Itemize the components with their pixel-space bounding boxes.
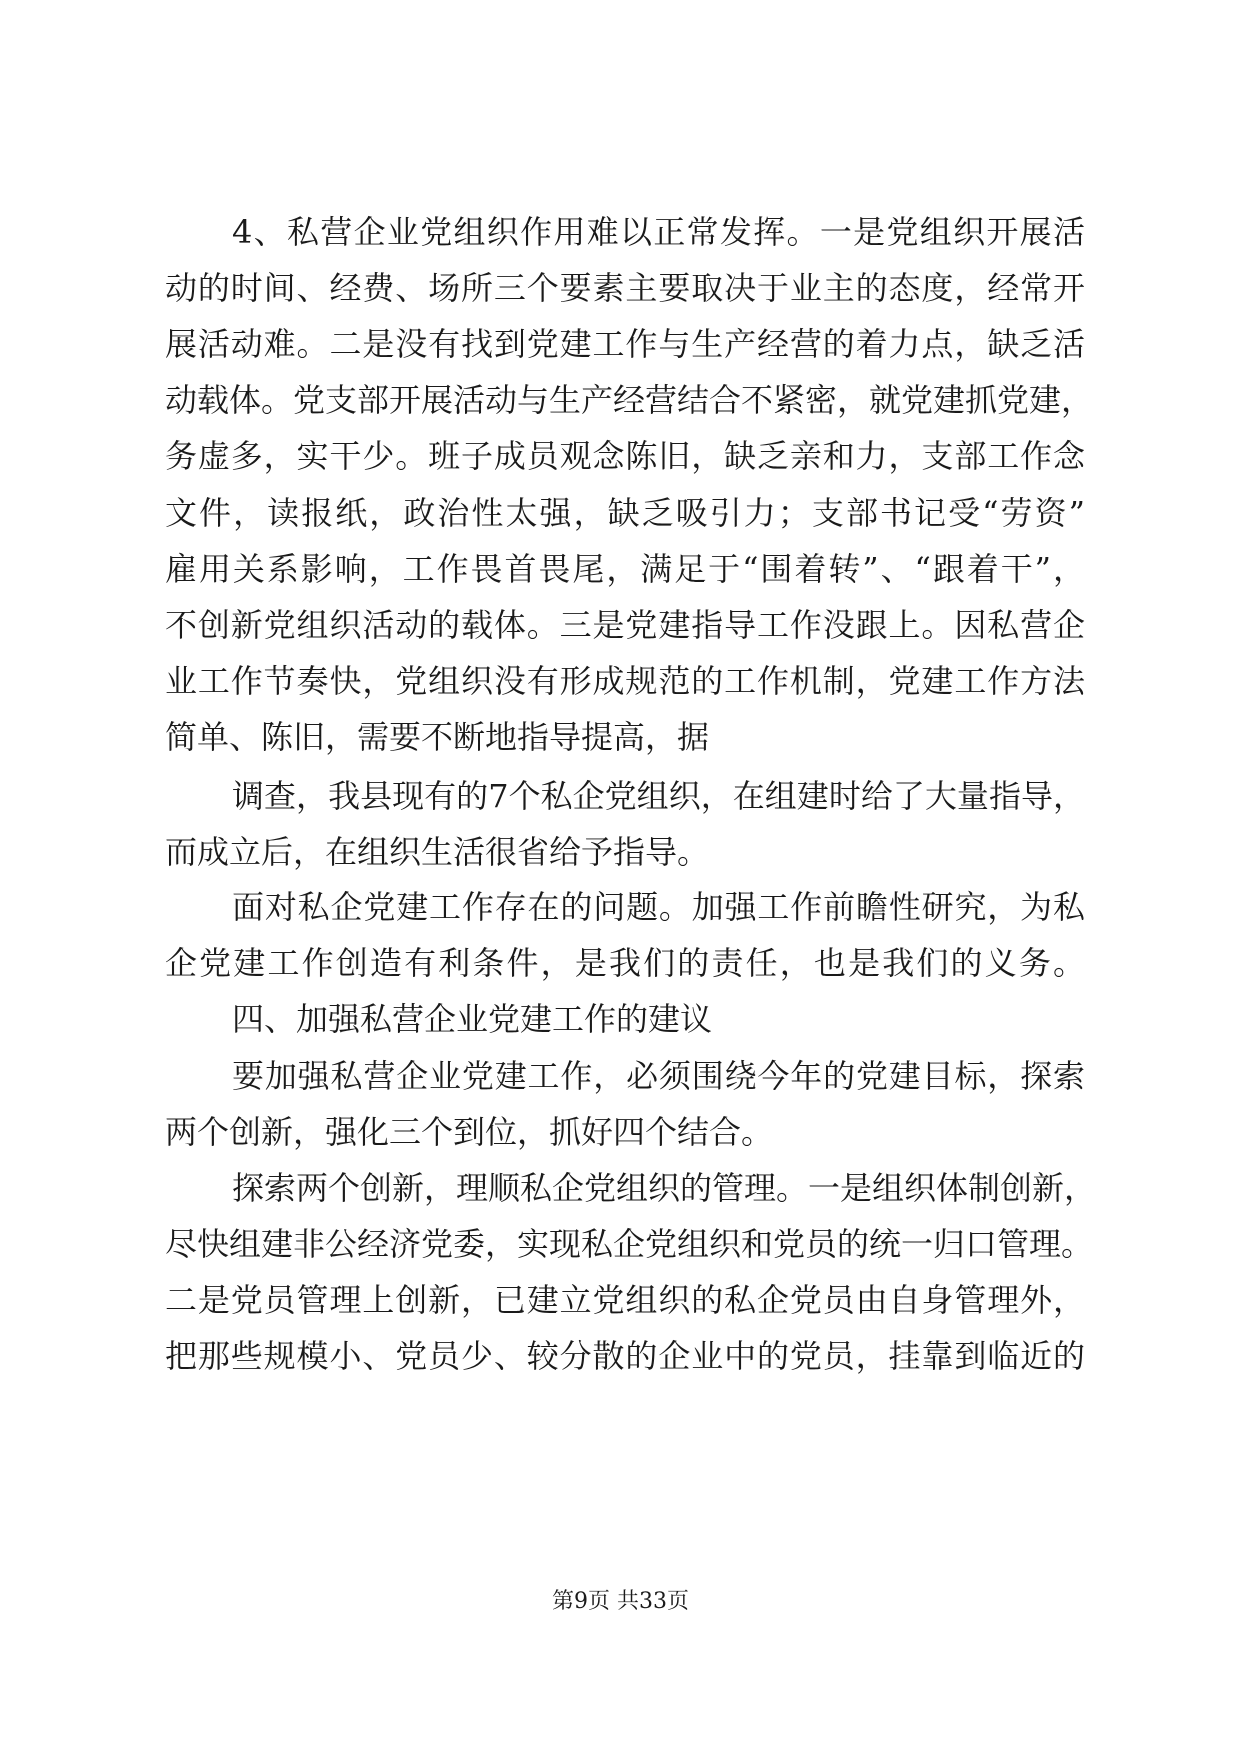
paragraph-line: 务虚多，实干少。班子成员观念陈旧，缺乏亲和力，支部工作念 xyxy=(165,437,1085,475)
paragraph-line: 业工作节奏快，党组织没有形成规范的工作机制，党建工作方法 xyxy=(165,662,1085,700)
paragraph-line: 4、私营企业党组织作用难以正常发挥。一是党组织开展活 xyxy=(232,213,1085,251)
section-heading: 四、加强私营企业党建工作的建议 xyxy=(232,1000,713,1038)
paragraph-line: 探索两个创新，理顺私企党组织的管理。一是组织体制创新， xyxy=(232,1169,1097,1207)
paragraph-line: 调查，我县现有的7个私企党组织，在组建时给了大量指导， xyxy=(232,777,1085,815)
paragraph-line: 把那些规模小、党员少、较分散的企业中的党员，挂靠到临近的 xyxy=(165,1337,1085,1375)
paragraph-line: 动的时间、经费、场所三个要素主要取决于业主的态度，经常开 xyxy=(165,269,1085,307)
paragraph-line: 简单、陈旧，需要不断地指导提高，据 xyxy=(165,718,710,756)
paragraph-line: 而成立后，在组织生活很省给予指导。 xyxy=(165,833,710,871)
paragraph-line: 雇用关系影响，工作畏首畏尾，满足于“围着转”、“跟着干”， xyxy=(165,550,1085,588)
paragraph-line: 要加强私营企业党建工作，必须围绕今年的党建目标，探索 xyxy=(232,1057,1085,1095)
paragraph-line: 面对私企党建工作存在的问题。加强工作前瞻性研究，为私 xyxy=(232,888,1085,926)
paragraph-line: 动载体。党支部开展活动与生产经营结合不紧密，就党建抓党建， xyxy=(165,381,1094,419)
paragraph-line: 两个创新，强化三个到位，抓好四个结合。 xyxy=(165,1113,774,1151)
paragraph-line: 文件，读报纸，政治性太强，缺乏吸引力；支部书记受“劳资” xyxy=(165,494,1085,532)
page-number-footer: 第9页 共33页 xyxy=(552,1589,689,1614)
paragraph-line: 尽快组建非公经济党委，实现私企党组织和党员的统一归口管理。 xyxy=(165,1225,1094,1263)
paragraph-line: 不创新党组织活动的载体。三是党建指导工作没跟上。因私营企 xyxy=(165,606,1085,644)
paragraph-line: 企党建工作创造有利条件，是我们的责任，也是我们的义务。 xyxy=(165,944,1085,982)
paragraph-line: 展活动难。二是没有找到党建工作与生产经营的着力点，缺乏活 xyxy=(165,325,1085,363)
paragraph-line: 二是党员管理上创新，已建立党组织的私企党员由自身管理外， xyxy=(165,1281,1085,1319)
